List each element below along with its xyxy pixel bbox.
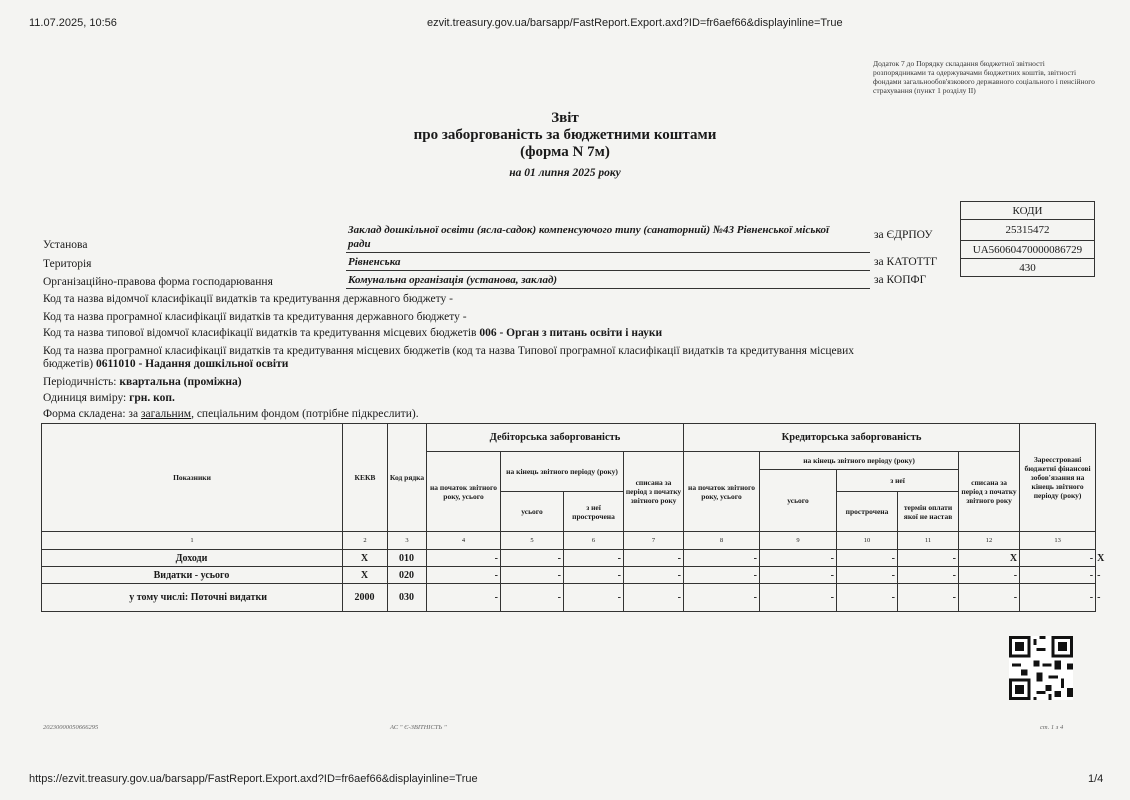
appendix-note: Додаток 7 до Порядку складання бюджетної звітності розпорядниками та одержувачами бюджетних коштів, звітності фондами загальнообов'язкового державного соціального і пенсійного страхування (пункт 1 розділу II): [873, 59, 1095, 95]
table-cell: -: [760, 584, 837, 612]
header-credit-start: на початок звітного року, усього: [684, 452, 760, 532]
table-cell: -: [684, 584, 760, 612]
table-cell: -: [837, 567, 898, 584]
report-date: на 01 липня 2025 року: [509, 167, 621, 179]
legal-form-label: Організаційно-правова форма господарювання: [43, 276, 273, 288]
row-code: 030: [388, 584, 427, 612]
table-cell: -: [760, 550, 837, 567]
table-cell: -: [837, 550, 898, 567]
unit-label: Одиниця виміру:: [43, 392, 127, 404]
row-name: Доходи: [42, 550, 343, 567]
column-number: 4: [427, 532, 501, 550]
column-number: 2: [343, 532, 388, 550]
local-dept-class-value: 006 - Орган з питань освіти і науки: [479, 327, 663, 339]
periodicity: [43, 376, 242, 388]
column-number: 13: [1020, 532, 1096, 550]
header-registered: Зареєстровані бюджетні фінансові зобов'язання на кінець звітного періоду (року): [1020, 424, 1096, 532]
local-program-class-value: 0611010 - Надання дошкільної освіти: [95, 358, 289, 370]
periodicity-value: квартальна (проміжна): [119, 376, 242, 388]
edrpou-label: за ЄДРПОУ: [874, 229, 933, 241]
header-debit-written: списана за період з початку звітного року: [624, 452, 684, 532]
local-program-class-prefix: Код та назва програмної класифікації видатків та кредитування місцевих бюджетів (код та назва Типової програмної класифікації видатків та кредитування: [43, 345, 807, 357]
kopfg-code: 430: [961, 259, 1095, 277]
column-number: 12: [959, 532, 1020, 550]
institution-label: Установа: [43, 239, 88, 251]
row-kekv: 2000: [343, 584, 388, 612]
column-number: 6: [564, 532, 624, 550]
table-cell: -: [427, 550, 501, 567]
column-number: 9: [760, 532, 837, 550]
unit-value: грн. коп.: [129, 392, 175, 404]
local-dept-class: [43, 327, 662, 339]
header-credit-total: усього: [760, 470, 837, 532]
row-name: у тому числі: Поточні видатки: [42, 584, 343, 612]
column-number: 5: [501, 532, 564, 550]
territory-label: Територія: [43, 258, 92, 270]
table-cell: -: [624, 584, 684, 612]
header-indicators: Показники: [42, 424, 343, 532]
institution-value: Заклад дошкільної освіти (ясла-садок) компенсуючого типу (санаторний) №43 Рівненської міської ради: [348, 224, 830, 250]
table-cell: -: [837, 584, 898, 612]
column-number: 3: [388, 532, 427, 550]
table-cell: -: [427, 567, 501, 584]
qr-code-icon: [1009, 636, 1073, 700]
title-line-3: (форма N 7м): [520, 144, 610, 160]
codes-header: КОДИ: [961, 202, 1095, 220]
row-name: Видатки - усього: [42, 567, 343, 584]
table-cell: -: [624, 550, 684, 567]
header-debit-overdue: з неї прострочена: [564, 492, 624, 532]
state-program-class: Код та назва програмної класифікації видатків та кредитування державного бюджету -: [43, 311, 467, 323]
table-cell: -: [684, 567, 760, 584]
print-page-number: 1/4: [1088, 773, 1104, 785]
fund-form-general: загальним: [140, 408, 192, 420]
header-row-code: Код рядка: [388, 424, 427, 532]
header-of-it: з неї: [837, 470, 959, 492]
header-credit-written: списана за період з початку звітного року: [959, 452, 1020, 532]
header-credit-not-due: термін оплати якої не настав: [898, 492, 959, 532]
column-number-row: [42, 532, 1096, 550]
page-counter: ст. 1 з 4: [1040, 724, 1064, 731]
fund-form-prefix: Форма складена: за: [43, 408, 139, 420]
table-cell: -: [898, 584, 959, 612]
local-dept-class-prefix: Код та назва типової відомчої класифікації видатків та кредитування місцевих бюджетів: [43, 327, 477, 339]
legal-form-value: Комунальна організація (установа, заклад): [348, 274, 558, 286]
row-kekv: Х: [343, 567, 388, 584]
table-cell: -: [760, 567, 837, 584]
table-cell: -: [564, 584, 624, 612]
periodicity-label: Періодичність:: [43, 376, 117, 388]
row-code: 010: [388, 550, 427, 567]
column-number: 8: [684, 532, 760, 550]
table-cell: Х: [959, 550, 1020, 567]
table-cell: -: [959, 584, 1020, 612]
table-cell: -: [624, 567, 684, 584]
table-cell: -: [564, 567, 624, 584]
table-cell: -: [959, 567, 1020, 584]
edrpou-code: 25315472: [961, 220, 1095, 241]
column-number: 10: [837, 532, 898, 550]
local-program-class-prefix-2: місцевих бюджетів): [43, 345, 854, 370]
katottg-code: UA56060470000086729: [961, 241, 1095, 259]
header-credit-end: на кінець звітного періоду (року): [760, 452, 959, 470]
document-id: 20230000050666295: [43, 724, 99, 731]
table-row: у тому числі: Поточні видатки 2000 030 - - - - - - - - - - -: [42, 584, 1096, 612]
header-credit: Кредиторська заборгованість: [684, 424, 1020, 452]
fund-form: [43, 408, 419, 420]
header-debit-start: на початок звітного року, усього: [427, 452, 501, 532]
column-number: 1: [42, 532, 343, 550]
table-cell: -: [1020, 584, 1096, 612]
table-cell: -: [1020, 550, 1096, 567]
system-name: АС " Є-ЗВІТНІСТЬ ": [390, 724, 447, 731]
header-debit: Дебіторська заборгованість: [427, 424, 684, 452]
table-cell: -: [1020, 567, 1096, 584]
table-cell: -: [427, 584, 501, 612]
unit: [43, 392, 175, 404]
column-number: 7: [624, 532, 684, 550]
table-cell: -: [501, 550, 564, 567]
table-cell: -: [684, 550, 760, 567]
territory-underline: [346, 270, 870, 271]
table-cell: -: [898, 567, 959, 584]
report-title: [365, 110, 765, 161]
legal-form-underline: [346, 288, 870, 289]
territory-value: Рівненська: [348, 256, 401, 268]
header-credit-overdue: прострочена: [837, 492, 898, 532]
column-number: 11: [898, 532, 959, 550]
table-cell: -: [898, 550, 959, 567]
state-dept-class: Код та назва відомчої класифікації видатків та кредитування державного бюджету -: [43, 293, 453, 305]
table-cell: -: [501, 584, 564, 612]
fund-form-rest: , спеціальним фондом (потрібне підкреслити).: [191, 408, 419, 420]
table-row: Видатки - усього Х 020 - - - - - - - - - - -: [42, 567, 1096, 584]
table-row: Доходи Х 010 - - - - - - - - Х - Х: [42, 550, 1096, 567]
table-cell: -: [564, 550, 624, 567]
katottg-label: за КАТОТТГ: [874, 256, 938, 268]
local-program-class: [43, 345, 863, 371]
print-datetime: 11.07.2025, 10:56: [29, 17, 117, 29]
title-line-2: про заборгованість за бюджетними коштами: [413, 127, 717, 143]
row-code: 020: [388, 567, 427, 584]
header-kekv: КЕКВ: [343, 424, 388, 532]
table-cell: -: [501, 567, 564, 584]
row-kekv: Х: [343, 550, 388, 567]
codes-table: [960, 201, 1095, 277]
title-line-1: Звіт: [551, 110, 579, 126]
kopfg-label: за КОПФГ: [874, 274, 927, 286]
print-url-header: ezvit.treasury.gov.ua/barsapp/FastReport.Export.axd?ID=fr6aef66&displayinline=True: [427, 17, 843, 29]
institution-underline: [346, 252, 870, 253]
header-debit-end: на кінець звітного періоду (року): [501, 452, 624, 492]
debt-table: [41, 423, 1105, 612]
header-debit-total: усього: [501, 492, 564, 532]
print-url-footer: https://ezvit.treasury.gov.ua/barsapp/FastReport.Export.axd?ID=fr6aef66&displayinline=True: [29, 773, 478, 785]
